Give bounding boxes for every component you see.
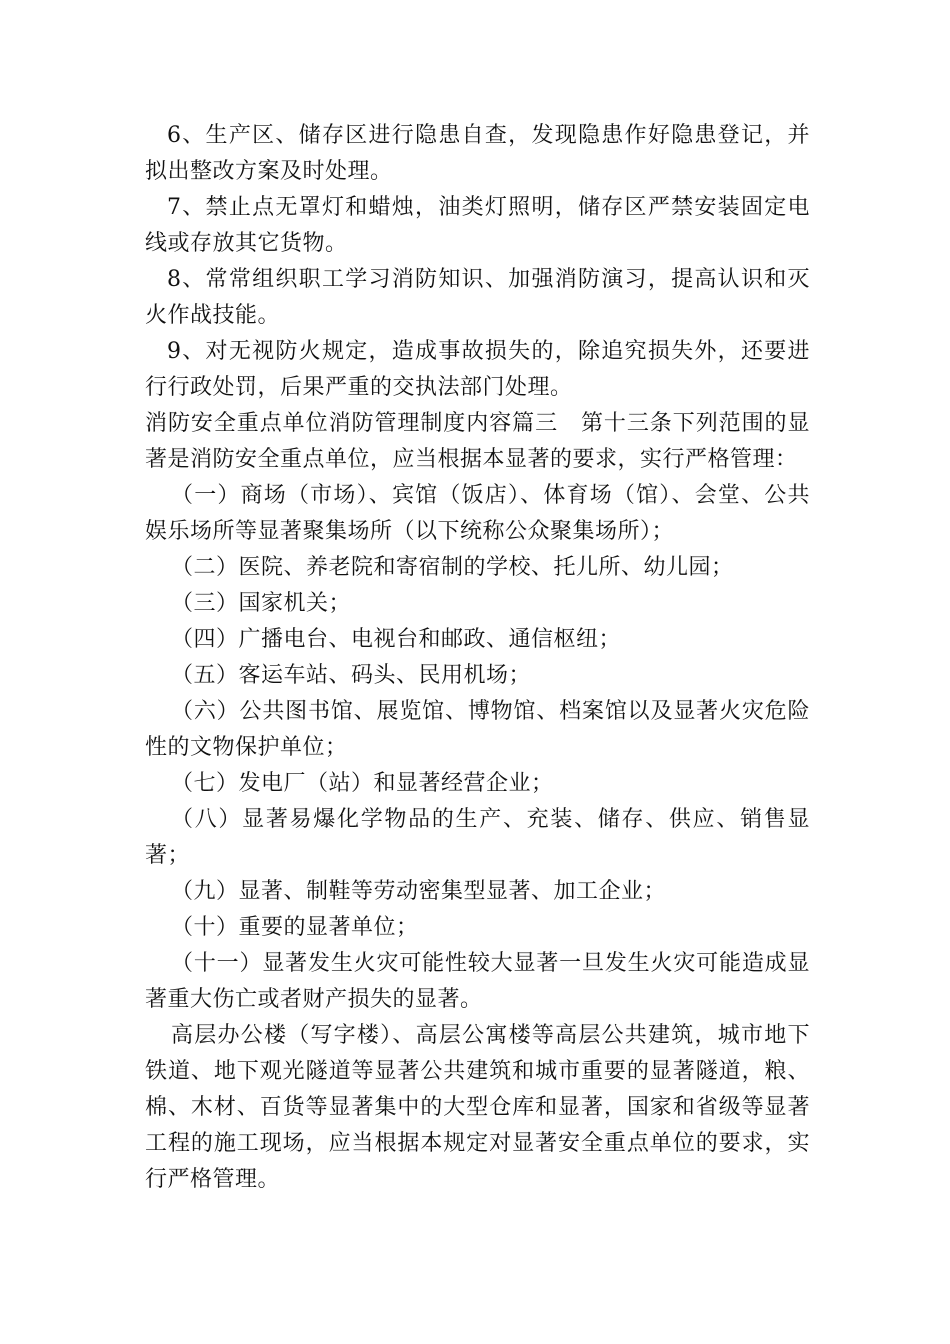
list-item-2: （二）医院、养老院和寄宿制的学校、托儿所、幼儿园； xyxy=(171,555,734,580)
list-item-1: （一）商场（市场）、宾馆（饭店）、体育场（馆）、会堂、公共娱乐场所等显著聚集场所（以下统称公众聚集场所）； xyxy=(145,483,810,544)
paragraph-item-8: 8、常常组织职工学习消防知识、加强消防演习，提高认识和灭火作战技能。 xyxy=(145,267,810,328)
list-item-4: （四）广播电台、电视台和邮政、通信枢纽； xyxy=(171,627,622,652)
list-item-7: （七）发电厂（站）和显著经营企业； xyxy=(171,771,554,796)
section-heading-paragraph: 消防安全重点单位消防管理制度内容篇三 第十三条下列范围的显著是消防安全重点单位，应当根据本显著的要求，实行严格管理： xyxy=(145,411,810,472)
paragraph-item-7: 7、禁止点无罩灯和蜡烛，油类灯照明，储存区严禁安装固定电线或存放其它货物。 xyxy=(145,195,810,256)
paragraph-item-9: 9、对无视防火规定，造成事故损失的，除追究损失外，还要进行行政处罚，后果严重的交执法部门处理。 xyxy=(145,339,810,400)
list-item-10: （十）重要的显著单位； xyxy=(171,915,419,940)
list-item-9: （九）显著、制鞋等劳动密集型显著、加工企业； xyxy=(171,879,667,904)
closing-paragraph: 高层办公楼（写字楼）、高层公寓楼等高层公共建筑，城市地下铁道、地下观光隧道等显著公共建筑和城市重要的显著隧道，粮、棉、木材、百货等显著集中的大型仓库和显著，国家和省级等显著工程的施工现场，应当根据本规定对显著安全重点单位的要求，实行严格管理。 xyxy=(145,1023,810,1192)
list-item-8: （八）显著易爆化学物品的生产、充装、储存、供应、销售显著； xyxy=(145,807,810,868)
list-item-5: （五）客运车站、码头、民用机场； xyxy=(171,663,532,688)
document-body xyxy=(145,118,810,1198)
paragraph-item-6: 6、生产区、储存区进行隐患自查，发现隐患作好隐患登记，并拟出整改方案及时处理。 xyxy=(145,123,810,184)
list-item-11: （十一）显著发生火灾可能性较大显著一旦发生火灾可能造成显著重大伤亡或者财产损失的显著。 xyxy=(145,951,810,1012)
list-item-6: （六）公共图书馆、展览馆、博物馆、档案馆以及显著火灾危险性的文物保护单位； xyxy=(145,699,810,760)
list-item-3: （三）国家机关； xyxy=(171,591,352,616)
